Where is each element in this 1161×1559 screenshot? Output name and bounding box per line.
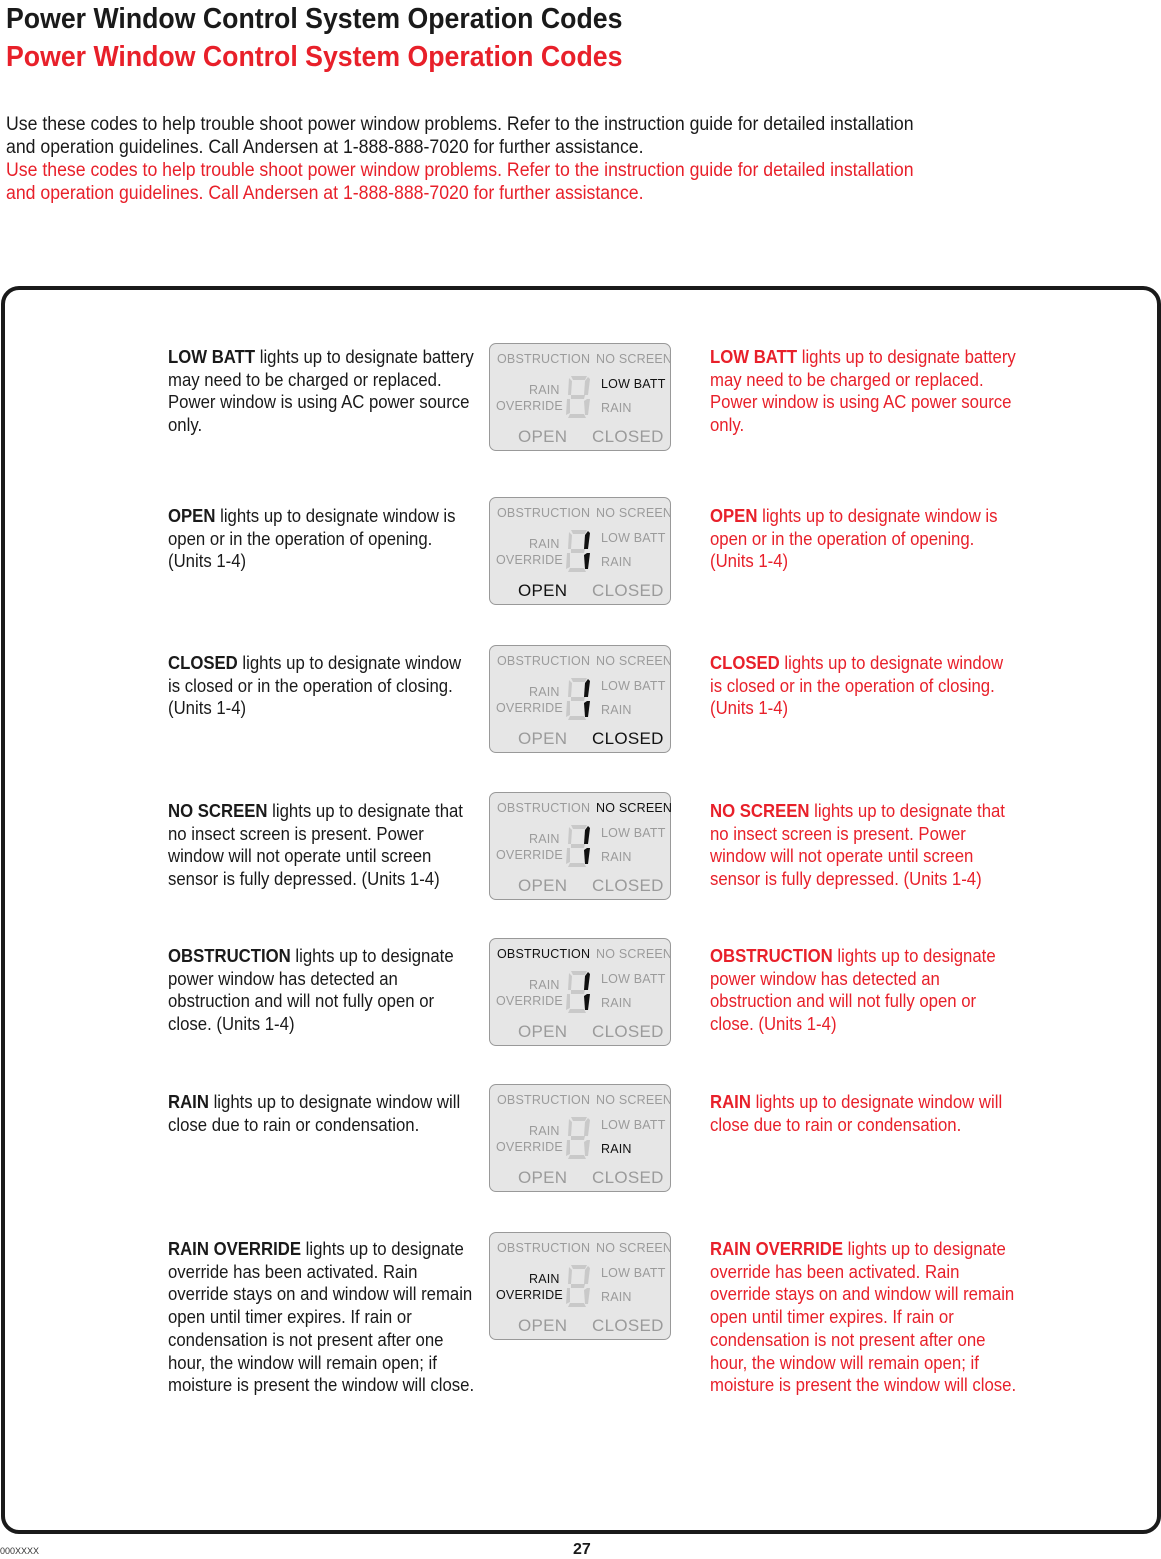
code-name: OBSTRUCTION [168,946,291,966]
seven-segment-digit [565,1115,591,1161]
code-name: OPEN [710,506,758,526]
code-text: lights up to designate battery may need to be charged or replaced. Power window is using AC power source only. [710,347,1016,436]
lcd-segment-obstruction: OBSTRUCTION [497,654,591,668]
code-name: RAIN OVERRIDE [168,1239,302,1259]
lcd-segment-low-batt: LOW BATT [601,377,666,391]
lcd-segment-rain-right: RAIN [601,850,632,864]
code-text: lights up to designate power window has detected an obstruction and will not fully open or close. (Units 1-4) [168,946,454,1035]
lcd-segment-low-batt: LOW BATT [601,679,666,693]
lcd-display [489,645,671,753]
page-title: Power Window Control System Operation Codes [6,3,623,35]
code-description [168,945,475,1036]
lcd-segment-low-batt: LOW BATT [601,1118,666,1132]
lcd-segment-closed: CLOSED [592,729,664,748]
lcd-segment-no-screen: NO SCREEN [596,506,673,520]
code-text: lights up to designate window will close due to rain or condensation. [710,1092,1003,1135]
lcd-segment-rain-right: RAIN [601,1142,632,1156]
lcd-segment-obstruction: OBSTRUCTION [497,352,591,366]
lcd-segment-open: OPEN [518,581,568,600]
code-description [168,1091,475,1136]
lcd-segment-rain: RAIN [529,978,560,992]
lcd-segment-rain: RAIN [529,685,560,699]
lcd-segment-closed: CLOSED [592,1316,664,1335]
lcd-display [489,497,671,605]
code-description [168,505,475,573]
code-name: RAIN [710,1092,751,1112]
code-text: lights up to designate battery may need to be charged or replaced. Power window is using AC power source only. [168,347,474,436]
lcd-segment-override: OVERRIDE [496,994,563,1008]
code-text: lights up to designate window is open or in the operation of opening. (Units 1-4) [168,506,456,572]
lcd-segment-no-screen: NO SCREEN [596,801,673,815]
code-description [168,652,475,720]
lcd-segment-open: OPEN [518,1168,568,1187]
code-description [168,346,475,437]
code-text: lights up to designate override has been activated. Rain override stays on and window will remain open until timer expires. If rain or condensation is not present after one hour, the window will remain open; if moisture is present the window will close. [168,1239,475,1396]
code-name: LOW BATT [710,347,798,367]
code-description-red [710,1091,1017,1136]
lcd-segment-rain: RAIN [529,1124,560,1138]
lcd-segment-no-screen: NO SCREEN [596,654,673,668]
code-text: lights up to designate window is closed or in the operation of closing. (Units 1-4) [710,653,1004,719]
lcd-segment-low-batt: LOW BATT [601,972,666,986]
seven-segment-digit [565,1263,591,1309]
lcd-segment-override: OVERRIDE [496,1140,563,1154]
page-title-red: Power Window Control System Operation Codes [6,41,623,73]
code-name: NO SCREEN [710,801,810,821]
code-name: OPEN [168,506,216,526]
code-description-red [710,1238,1017,1397]
code-text: lights up to designate power window has detected an obstruction and will not fully open or close. (Units 1-4) [710,946,996,1035]
lcd-segment-open: OPEN [518,427,568,446]
code-description-red [710,505,1017,573]
code-text: lights up to designate window will close due to rain or condensation. [168,1092,461,1135]
lcd-segment-override: OVERRIDE [496,399,563,413]
lcd-display [489,938,671,1046]
code-name: OBSTRUCTION [710,946,833,966]
lcd-segment-no-screen: NO SCREEN [596,352,673,366]
lcd-segment-rain-right: RAIN [601,703,632,717]
code-text: lights up to designate window is closed or in the operation of closing. (Units 1-4) [168,653,462,719]
lcd-segment-rain-right: RAIN [601,1290,632,1304]
code-description-red [710,346,1017,437]
lcd-display [489,1084,671,1192]
lcd-segment-override: OVERRIDE [496,1288,563,1302]
lcd-segment-rain: RAIN [529,383,560,397]
lcd-segment-rain-right: RAIN [601,401,632,415]
lcd-display [489,343,671,451]
lcd-segment-rain-right: RAIN [601,555,632,569]
lcd-segment-no-screen: NO SCREEN [596,1241,673,1255]
code-name: RAIN OVERRIDE [710,1239,844,1259]
code-description [168,800,475,891]
lcd-segment-override: OVERRIDE [496,701,563,715]
lcd-segment-override: OVERRIDE [496,848,563,862]
code-description-red [710,800,1017,891]
lcd-segment-no-screen: NO SCREEN [596,1093,673,1107]
lcd-display [489,792,671,900]
seven-segment-digit [565,823,591,869]
lcd-segment-no-screen: NO SCREEN [596,947,673,961]
code-text: lights up to designate window is open or in the operation of opening. (Units 1-4) [710,506,998,572]
lcd-segment-obstruction: OBSTRUCTION [497,1241,591,1255]
lcd-segment-closed: CLOSED [592,876,664,895]
lcd-segment-rain-right: RAIN [601,996,632,1010]
seven-segment-digit [565,969,591,1015]
lcd-segment-low-batt: LOW BATT [601,826,666,840]
lcd-segment-rain: RAIN [529,537,560,551]
seven-segment-digit [565,676,591,722]
intro-text: Use these codes to help trouble shoot power window problems. Refer to the instruction guide for detailed installation and operation guidelines. Call Andersen at 1-888-888-7020 for further assistance. [6,114,914,158]
code-description-red [710,945,1017,1036]
code-text: lights up to designate that no insect screen is present. Power window will not operate until screen sensor is fully depressed. (Units 1-4) [710,801,1005,890]
lcd-segment-open: OPEN [518,1022,568,1041]
lcd-segment-rain: RAIN [529,1272,560,1286]
seven-segment-digit [565,374,591,420]
code-name: NO SCREEN [168,801,268,821]
lcd-segment-closed: CLOSED [592,581,664,600]
lcd-segment-closed: CLOSED [592,1168,664,1187]
code-description-red [710,652,1017,720]
code-description [168,1238,475,1397]
lcd-segment-open: OPEN [518,876,568,895]
lcd-display [489,1232,671,1340]
lcd-segment-obstruction: OBSTRUCTION [497,947,591,961]
lcd-segment-closed: CLOSED [592,427,664,446]
page-number: 27 [573,1541,591,1558]
lcd-segment-low-batt: LOW BATT [601,531,666,545]
code-name: LOW BATT [168,347,256,367]
code-name: CLOSED [168,653,238,673]
code-text: lights up to designate override has been activated. Rain override stays on and window will remain open until timer expires. If rain or condensation is not present after one hour, the window will remain open; if moisture is present the window will close. [710,1239,1017,1396]
lcd-segment-obstruction: OBSTRUCTION [497,1093,591,1107]
lcd-segment-closed: CLOSED [592,1022,664,1041]
code-text: lights up to designate that no insect screen is present. Power window will not operate until screen sensor is fully depressed. (Units 1-4) [168,801,463,890]
code-name: CLOSED [710,653,780,673]
code-name: RAIN [168,1092,209,1112]
intro-text-red: Use these codes to help trouble shoot power window problems. Refer to the instruction guide for detailed installation and operation guidelines. Call Andersen at 1-888-888-7020 for further assistance. [6,160,914,204]
lcd-segment-open: OPEN [518,729,568,748]
seven-segment-digit [565,528,591,574]
lcd-segment-obstruction: OBSTRUCTION [497,801,591,815]
lcd-segment-rain: RAIN [529,832,560,846]
lcd-segment-open: OPEN [518,1316,568,1335]
document-code: 000XXXX [0,1546,40,1556]
lcd-segment-obstruction: OBSTRUCTION [497,506,591,520]
lcd-segment-low-batt: LOW BATT [601,1266,666,1280]
lcd-segment-override: OVERRIDE [496,553,563,567]
